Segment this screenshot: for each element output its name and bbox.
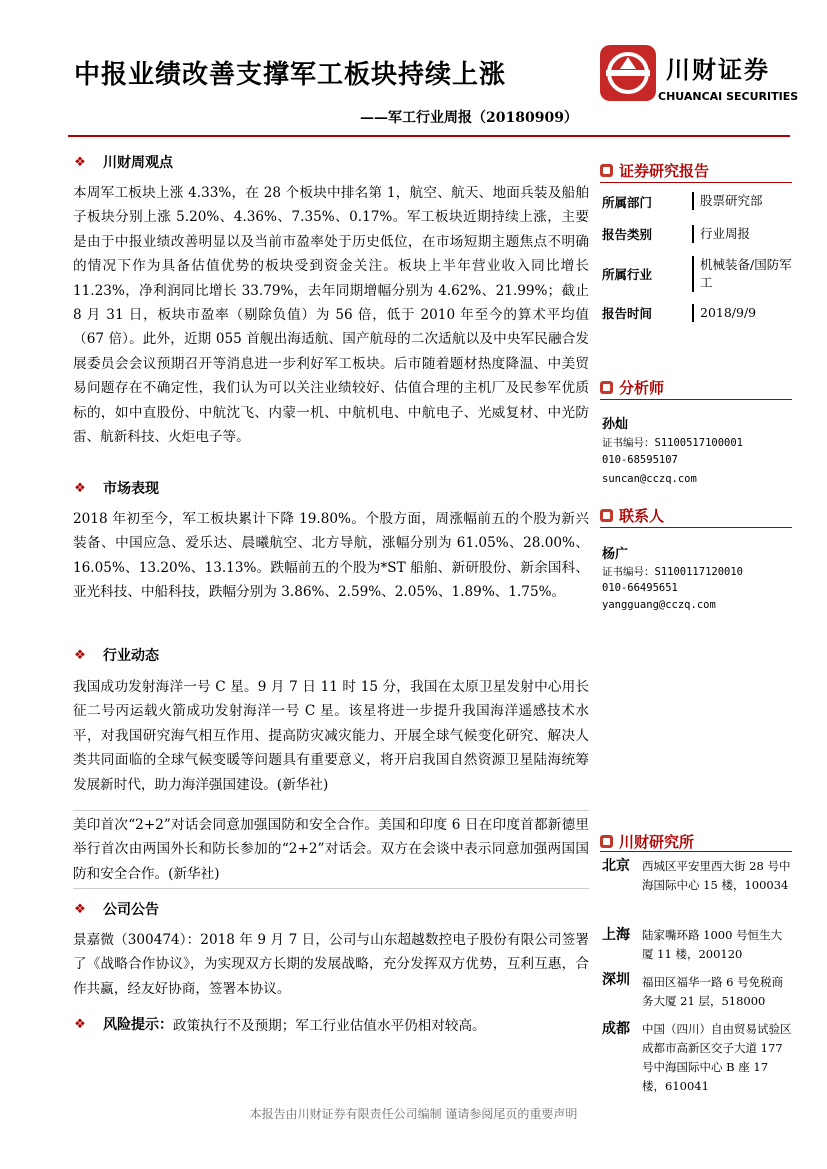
analyst-cert: 证书编号：S1100517100001 (602, 437, 744, 449)
diamond-bullet-icon: ❖ (74, 480, 86, 496)
analyst-name: 孙灿 (602, 417, 629, 432)
company-logo (600, 42, 799, 104)
section-heading-industry: ❖ 行业动态 (74, 647, 159, 664)
sidebar-heading-contact: 联系人 (600, 505, 664, 526)
contact-cert: 证书编号：S1100117120010 (602, 566, 744, 578)
section-heading-market: ❖ 市场表现 (74, 480, 159, 497)
info-label-department: 所属部门 (602, 195, 653, 210)
info-value-industry: 机械装备/国防军工 (692, 256, 795, 292)
sidebar-rule (600, 182, 792, 183)
sidebar-heading-institute: 川财研究所 (600, 831, 694, 852)
view-paragraph: 本周军工板块上涨 4.33%，在 28 个板块中排名第 1，航空、航天、地面兵装及船舶子板块分别上涨 5.20%、4.36%、7.35%、0.17%。军工板块近期持续上涨，主要是由于中报业绩改善明显以及当前市盈率处于历史低位，在市场短期主题焦点不明确的情况下作为具备估值优势的板块受到资金关注。板块上半年营业收入同比增长 11.23%，净利润同比增长 33.79%，去年同期增幅分别为 4.62%、21.99%；截止 8 月 31 日，板块市盈率（剔除负值）为 56 倍，低于 2010 年至今的算术平均值（67 倍）。此外，近期 055 首舰出海适航、国产航母的二次适航以及中央军民融合发展委员会会议预期召开等消息进一步利好军工板块。后市随着题材热度降温、中美贸易问题存在不确定性，我们认为可以关注业绩较好、估值合理的主机厂及民参军优质标的，如中直股份、中航沈飞、内蒙一机、中航机电、中航电子、光威复材、中光防雷、航新科技、火炬电子等。 (73, 185, 589, 446)
office-address-shenzhen: 福田区福华一路 6 号免税商务大厦 21 层，518000 (642, 975, 784, 1008)
analyst-email[interactable]: suncan@cczq.com (602, 473, 697, 485)
sidebar-rule (600, 851, 792, 852)
sidebar-heading-analyst: 分析师 (600, 377, 664, 398)
square-bullet-icon (600, 164, 613, 177)
page-footer: 本报告由川财证券有限责任公司编制 谨请参阅尾页的重要声明 (249, 1107, 578, 1121)
square-bullet-icon (600, 509, 613, 522)
info-value-category: 行业周报 (692, 225, 795, 243)
square-bullet-icon (600, 835, 613, 848)
analyst-phone: 010-68595107 (602, 454, 678, 466)
title-divider (68, 135, 790, 137)
sidebar-rule (600, 399, 792, 400)
contact-phone: 010-66495651 (602, 582, 678, 594)
section-heading-company: ❖ 公司公告 (74, 901, 159, 918)
sidebar-heading-report: 证券研究报告 (600, 160, 709, 181)
report-title: 中报业绩改善支撑军工板块持续上涨 (74, 60, 507, 90)
office-address-shanghai: 陆家嘴环路 1000 号恒生大厦 11 楼，200120 (642, 928, 783, 961)
info-label-category: 报告类别 (602, 227, 653, 242)
report-subtitle: ——军工行业周报（20180909） (360, 110, 578, 126)
contact-email[interactable]: yangguang@cczq.com (602, 599, 716, 611)
logo-chinese-text: 川财证券 (666, 56, 770, 84)
logo-english-text: CHUANCAI SECURITIES (658, 90, 799, 103)
office-city-shanghai: 上海 (602, 927, 630, 943)
sidebar-rule (600, 527, 792, 528)
company-paragraph: 景嘉微（300474）：2018 年 9 月 7 日，公司与山东超越数控电子股份有限公司签署了《战略合作协议》，为实现双方长期的发展战略，充分发挥双方优势，互利互惠，合作共赢，经友好协商，签署本协议。 (73, 932, 589, 997)
diamond-bullet-icon: ❖ (74, 1016, 86, 1032)
info-value-department: 股票研究部 (692, 192, 795, 210)
section-heading-view: ❖ 川财周观点 (74, 154, 173, 171)
risk-text: 政策执行不及预期；军工行业估值水平仍相对较高。 (173, 1018, 486, 1034)
office-address-chengdu: 中国（四川）自由贸易试验区成都市高新区交子大道 177 号中海国际中心 B 座 17 楼，610041 (642, 1022, 792, 1093)
office-city-chengdu: 成都 (602, 1021, 630, 1037)
industry-paragraph-2: 美印首次“2+2”对话会同意加强国防和安全合作。美国和印度 6 日在印度首都新德里举行首次由两国外长和防长参加的“2+2”对话会。双方在会谈中表示同意加强两国国防和安全合作。(新华社) (73, 810, 589, 889)
contact-name: 杨广 (602, 547, 629, 562)
market-paragraph: 2018 年初至今，军工板块累计下降 19.80%。个股方面，周涨幅前五的个股为新兴装备、中国应急、爱乐达、晨曦航空、北方导航，涨幅分别为 61.05%、28.00%、16.05%、13.20%、13.13%。跌幅前五的个股为*ST 船舶、新研股份、新余国科、亚光科技、中船科技，跌幅分别为 3.86%、2.59%、2.05%、1.89%、1.75%。 (73, 511, 589, 601)
risk-line (73, 1014, 589, 1034)
risk-heading: 风险提示： (103, 1017, 173, 1033)
info-label-industry: 所属行业 (602, 267, 653, 282)
office-address-beijing: 西城区平安里西大街 28 号中海国际中心 15 楼，100034 (642, 859, 791, 892)
info-value-date: 2018/9/9 (692, 304, 795, 322)
office-city-shenzhen: 深圳 (602, 972, 630, 988)
square-bullet-icon (600, 381, 613, 394)
info-label-date: 报告时间 (602, 306, 653, 321)
diamond-bullet-icon: ❖ (74, 154, 86, 170)
chuancai-logo-icon (600, 45, 656, 101)
diamond-bullet-icon: ❖ (74, 647, 86, 663)
office-city-beijing: 北京 (602, 858, 630, 874)
diamond-bullet-icon: ❖ (74, 901, 86, 917)
industry-paragraph-1: 我国成功发射海洋一号 C 星。9 月 7 日 11 时 15 分，我国在太原卫星发射中心用长征二号丙运载火箭成功发射海洋一号 C 星。该星将进一步提升我国海洋遥感技术水平，对我国研究海气相互作用、提高防灾减灾能力、开展全球气候变化研究、解决人类共同面临的全球气候变暖等问题具有重要意义，将开启我国自然资源卫星陆海统筹发展新时代，助力海洋强国建设。(新华社) (73, 679, 589, 793)
